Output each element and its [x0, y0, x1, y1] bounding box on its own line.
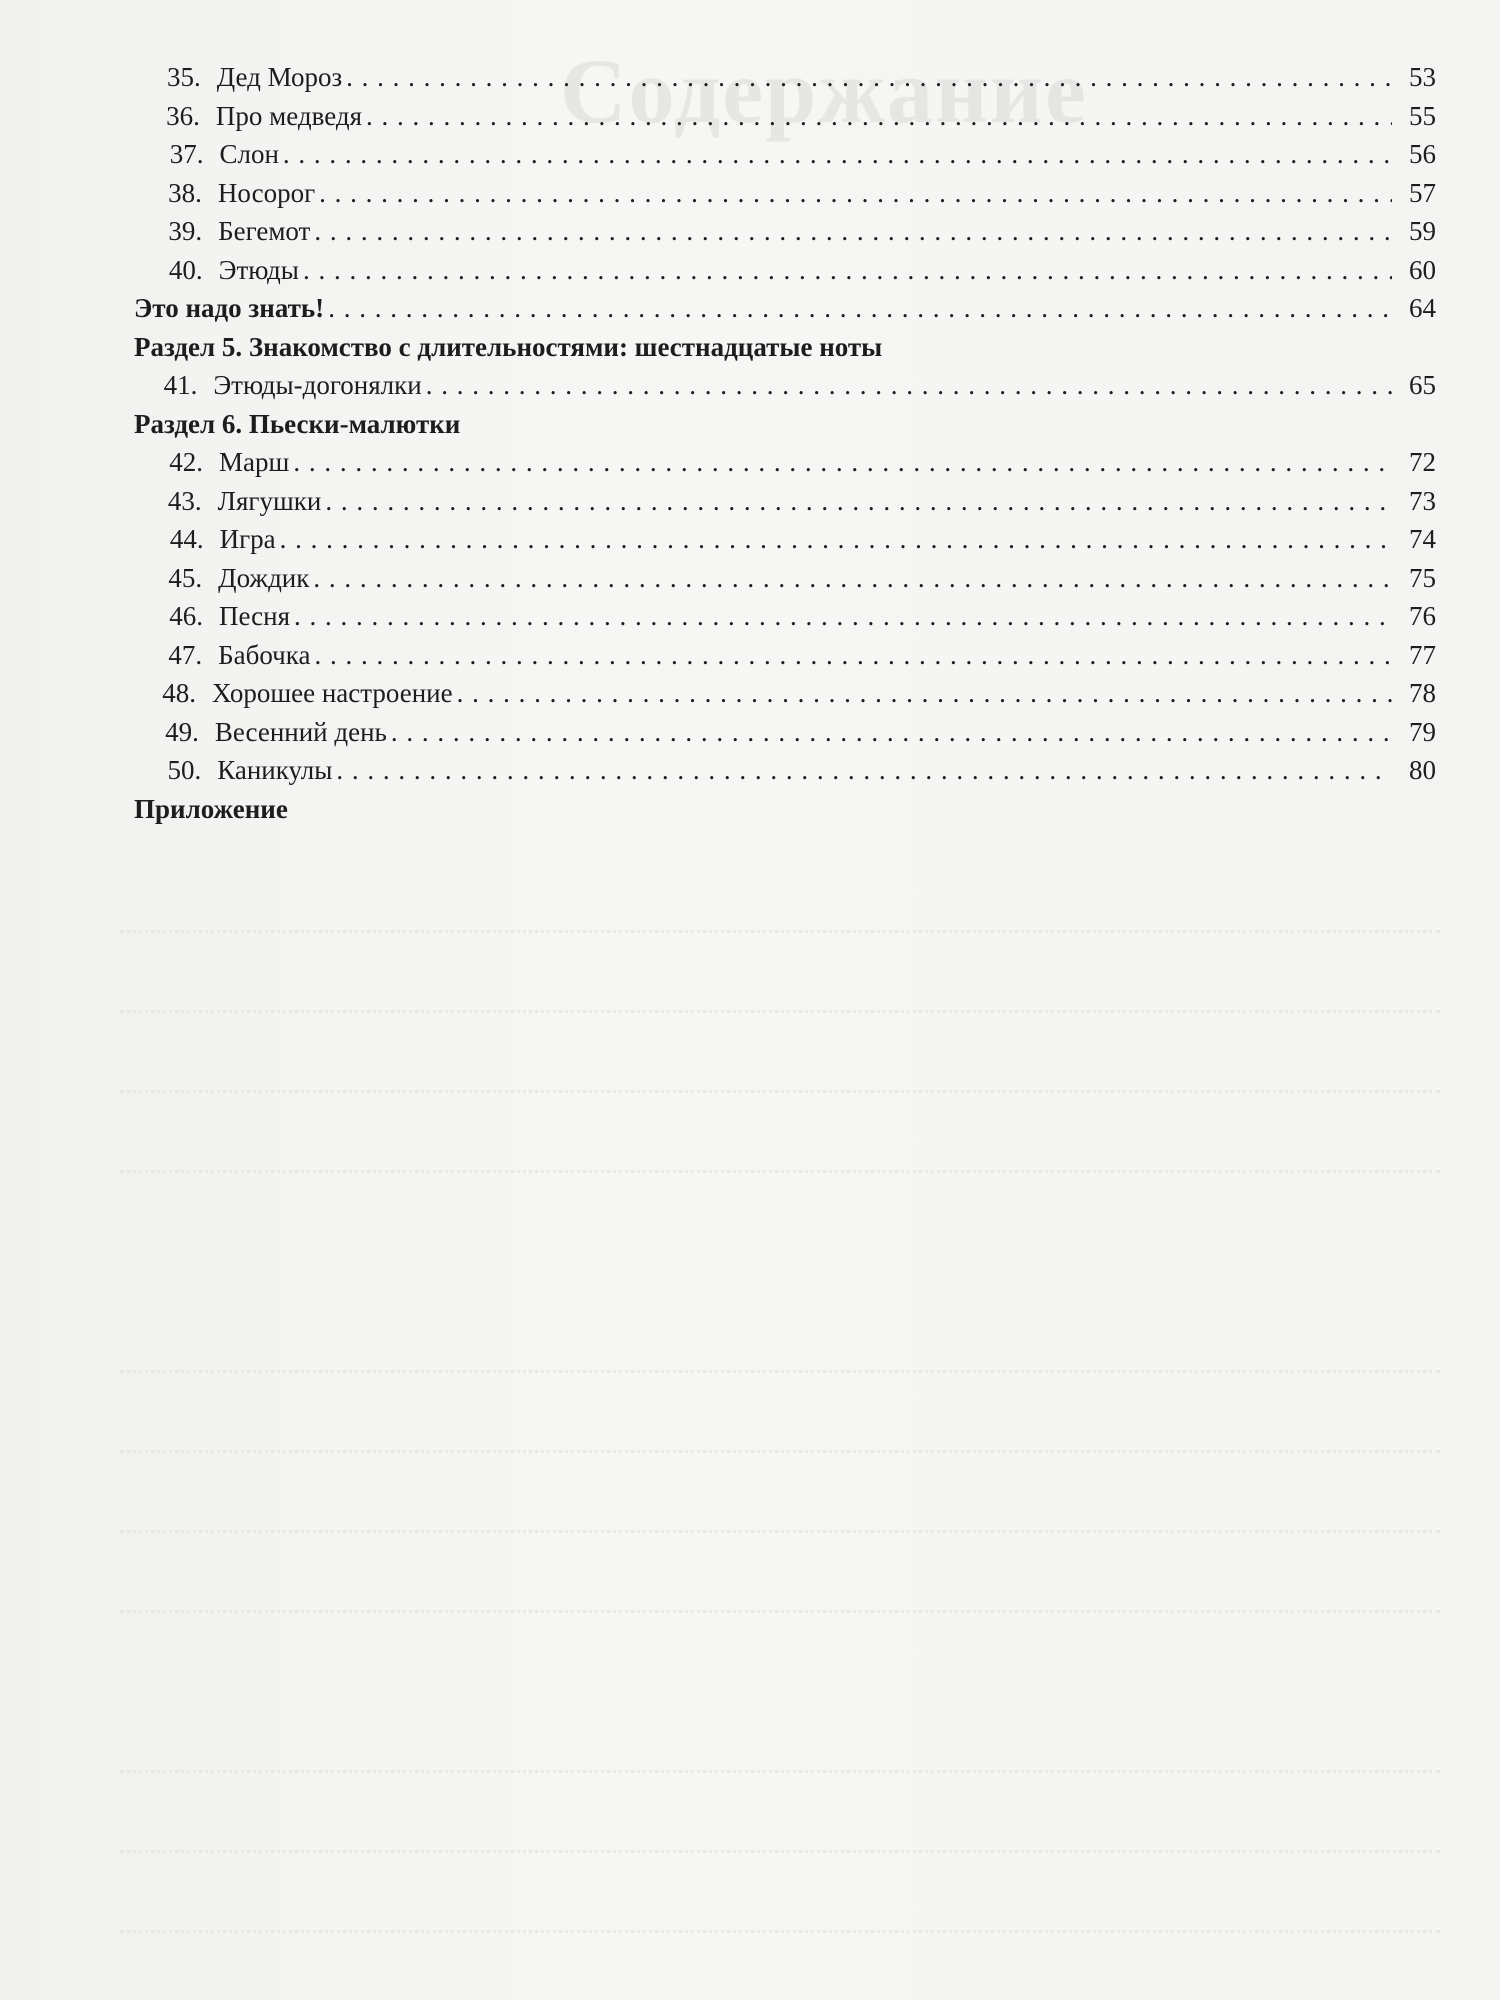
toc-entry: [134, 674, 1436, 713]
section-title: Раздел 5. Знакомство с длительностями: шестнадцатые ноты: [134, 331, 883, 362]
show-through-line: [120, 1170, 1440, 1173]
page-number: 79: [1409, 716, 1436, 747]
show-through-line: [120, 1090, 1440, 1093]
entry-title: Слон: [219, 139, 279, 169]
entry-title: Про медведя: [215, 100, 362, 131]
dot-leader: [426, 366, 1392, 405]
toc-entry: [134, 251, 1436, 290]
entry-title: Песня: [219, 601, 291, 631]
dot-leader: [314, 636, 1392, 675]
toc-entry: [134, 482, 1436, 521]
dot-leader: [325, 482, 1392, 521]
show-through-line: [120, 930, 1440, 933]
toc-section-heading: [134, 405, 1436, 444]
toc-entry: [134, 597, 1436, 636]
dot-leader: [319, 174, 1392, 213]
entry-number: 49.: [165, 716, 199, 747]
page-number: 53: [1409, 62, 1436, 92]
toc-section-heading: [134, 790, 1436, 829]
page-number: 76: [1409, 601, 1436, 631]
show-through-heading: Содержание: [560, 40, 1088, 142]
toc-entry: [134, 289, 1436, 328]
page-number: 72: [1409, 447, 1436, 477]
entry-title: Дед Мороз: [216, 62, 343, 92]
table-of-contents: [134, 58, 1436, 828]
show-through-line: [120, 1850, 1440, 1853]
show-through-line: [120, 1770, 1440, 1773]
page-number: 77: [1409, 639, 1436, 670]
show-through-line: [120, 1610, 1440, 1613]
toc-entry: [134, 212, 1436, 251]
page-number: 59: [1409, 216, 1436, 246]
entry-title: Каникулы: [217, 755, 333, 785]
toc-entry: [134, 135, 1436, 174]
entry-title: Носорог: [217, 177, 316, 208]
entry-number: 41.: [163, 370, 198, 400]
page-number: 64: [1409, 293, 1436, 323]
entry-number: 44.: [169, 524, 204, 554]
page-number: 56: [1408, 139, 1436, 169]
page-number: 65: [1409, 370, 1436, 400]
dot-leader: [391, 713, 1392, 752]
page-number: 55: [1409, 100, 1436, 131]
entry-number: 45.: [168, 562, 203, 593]
entry-number: 35.: [167, 62, 201, 92]
show-through-line: [120, 1930, 1440, 1933]
entry-title: Это надо знать!: [134, 293, 325, 323]
page-number: 75: [1409, 562, 1436, 593]
toc-entry: [134, 751, 1436, 790]
entry-number: 46.: [169, 601, 203, 631]
toc-entry: [134, 443, 1436, 482]
dot-leader: [294, 597, 1392, 636]
show-through-line: [120, 1010, 1440, 1013]
entry-title: Марш: [219, 447, 290, 477]
dot-leader: [346, 58, 1392, 97]
section-title: Раздел 6. Пьески-малютки: [134, 408, 461, 439]
show-through-line: [120, 1450, 1440, 1453]
dot-leader: [457, 674, 1392, 713]
entry-title: Весенний день: [214, 716, 387, 747]
dot-leader: [283, 135, 1392, 174]
dot-leader: [280, 520, 1392, 559]
dot-leader: [336, 751, 1392, 790]
dot-leader: [328, 289, 1392, 328]
section-title: Приложение: [134, 793, 288, 824]
toc-entry: [134, 58, 1436, 97]
entry-title: Бабочка: [218, 639, 311, 670]
dot-leader: [303, 251, 1392, 290]
page-number: 78: [1409, 678, 1436, 708]
entry-number: 50.: [167, 755, 202, 785]
entry-title: Бегемот: [218, 216, 311, 246]
toc-section-heading: [134, 328, 1436, 367]
dot-leader: [293, 443, 1392, 482]
toc-entry: [134, 520, 1436, 559]
dot-leader: [366, 97, 1392, 136]
entry-title: Этюды: [218, 254, 299, 285]
toc-entry: [134, 174, 1436, 213]
page-number: 74: [1409, 524, 1436, 554]
entry-number: 42.: [169, 447, 204, 477]
page-number: 57: [1409, 177, 1436, 208]
page-number: 80: [1409, 755, 1436, 785]
entry-number: 37.: [169, 139, 204, 169]
entry-title: Этюды-догонялки: [213, 370, 422, 400]
entry-number: 48.: [162, 678, 197, 708]
entry-title: Игра: [219, 524, 276, 554]
entry-title: Дождик: [218, 562, 310, 593]
entry-number: 40.: [168, 254, 203, 285]
toc-entry: [134, 559, 1436, 598]
page-number: 73: [1409, 485, 1436, 516]
dot-leader: [313, 559, 1392, 598]
entry-title: Лягушки: [217, 485, 322, 516]
dot-leader: [314, 212, 1392, 251]
toc-entry: [134, 636, 1436, 675]
show-through-line: [120, 1370, 1440, 1373]
toc-entry: [134, 97, 1436, 136]
entry-number: 47.: [168, 639, 203, 670]
toc-entry: [134, 713, 1436, 752]
page-number: 60: [1409, 254, 1436, 285]
toc-entry: [134, 366, 1436, 405]
entry-number: 39.: [168, 216, 203, 246]
entry-number: 38.: [168, 177, 202, 208]
entry-title: Хорошее настроение: [212, 678, 453, 708]
show-through-line: [120, 1530, 1440, 1533]
entry-number: 36.: [166, 100, 200, 131]
entry-number: 43.: [167, 485, 202, 516]
